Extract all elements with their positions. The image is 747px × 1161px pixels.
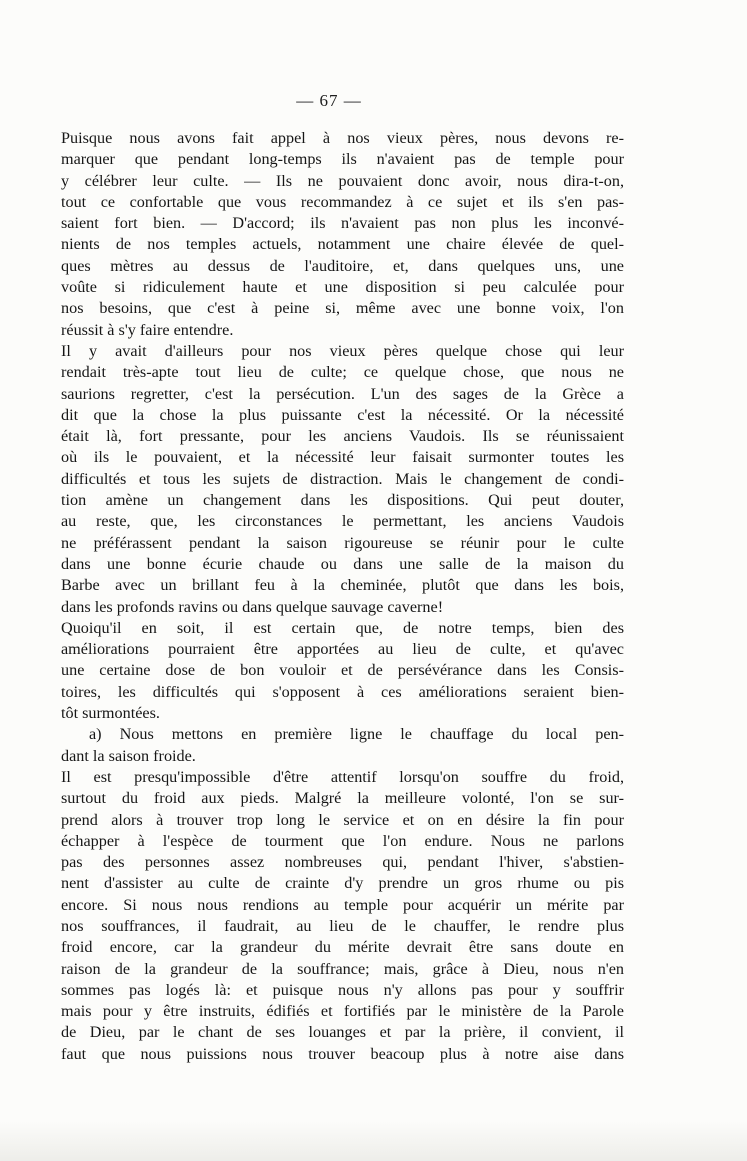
text-line: dans une bonne écurie chaude ou dans une salle de la maison du [61, 554, 624, 573]
text-line: sommes pas logés là: et puisque nous n'y allons pas pour y souffrir [61, 980, 624, 999]
text-line: tout ce confortable que vous recommandez à ce sujet et ils s'en pas- [61, 192, 624, 211]
text-line: encore. Si nous nous rendions au temple pour acquérir un mérite par [61, 895, 624, 914]
text-line: froid encore, car la grandeur du mérite devrait être sans doute en [61, 938, 624, 957]
text-line: Barbe avec un brillant feu à la cheminée, plutôt que dans les bois, [61, 576, 624, 595]
text-line: y célébrer leur culte. — Ils ne pouvaient donc avoir, nous dira-t-on, [61, 171, 624, 190]
text-line: rendait très-apte tout lieu de culte; ce quelque chose, que nous ne [61, 363, 624, 382]
text-line: tôt surmontées. [61, 704, 160, 723]
text-line: échapper à l'espèce de tourment que l'on endure. Nous ne parlons [61, 831, 624, 850]
text-line: était là, fort pressante, pour les anciens Vaudois. Ils se réunissaient [61, 427, 624, 446]
text-line: dant la saison froide. [61, 746, 196, 765]
text-line: toires, les difficultés qui s'opposent à ces améliorations seraient bien- [61, 682, 624, 701]
text-line: saurions regretter, c'est la persécution. L'un des sages de la Grèce a [61, 384, 624, 403]
text-line: où ils le pouvaient, et la nécessité leur faisait surmonter toutes les [61, 448, 624, 467]
text-line: nos besoins, que c'est à peine si, même avec une bonne voix, l'on [61, 299, 624, 318]
scan-edge-shading [0, 1121, 747, 1161]
text-line: prend alors à trouver trop long le service et on en désire la fin pour [61, 810, 624, 829]
text-line: de Dieu, par le chant de ses louanges et par la prière, il convient, il [61, 1023, 624, 1042]
text-line: faut que nous puissions nous trouver beacoup plus à notre aise dans [61, 1044, 624, 1063]
text-line: au reste, que, les circonstances le permettant, les anciens Vaudois [61, 512, 624, 531]
text-line: voûte si ridiculement haute et une disposition si peu calculée pour [61, 278, 624, 297]
text-line: dans les profonds ravins ou dans quelque sauvage caverne! [61, 597, 444, 616]
text-line: pas des personnes assez nombreuses qui, pendant l'hiver, s'abstien- [61, 853, 624, 872]
text-line: marquer que pendant long-temps ils n'avaient pas de temple pour [61, 150, 624, 169]
page-number: — 67 — [296, 91, 362, 110]
text-line: Quoiqu'il en soit, il est certain que, de notre temps, bien des [61, 618, 624, 637]
text-line: améliorations pourraient être apportées au lieu de culte, et qu'avec [61, 640, 624, 659]
text-line: mais pour y être instruits, édifiés et fortifiés par le ministère de la Parole [61, 1002, 624, 1021]
text-line: ne préférassent pendant la saison rigoureuse se réunir pour le culte [61, 533, 624, 552]
text-line: nients de nos temples actuels, notamment une chaire élevée de quel- [61, 235, 624, 254]
text-line: difficultés et tous les sujets de distraction. Mais le changement de condi- [61, 469, 624, 488]
text-line: raison de la grandeur de la souffrance; mais, grâce à Dieu, nous n'en [61, 959, 624, 978]
text-line: nos souffrances, il faudrait, au lieu de le chauffer, le rendre plus [61, 916, 624, 935]
text-line: nent d'assister au culte de crainte d'y prendre un gros rhume ou pis [61, 874, 624, 893]
text-line: Il est presqu'impossible d'être attentif lorsqu'on souffre du froid, [61, 767, 624, 786]
text-line: tion amène un changement dans les dispositions. Qui peut douter, [61, 491, 624, 510]
text-line: Il y avait d'ailleurs pour nos vieux pères quelque chose qui leur [61, 341, 624, 360]
text-line: a) Nous mettons en première ligne le chauffage du local pen- [89, 725, 624, 744]
text-line: Puisque nous avons fait appel à nos vieux pères, nous devons re- [61, 129, 624, 147]
body-text [61, 128, 624, 1065]
text-line: ques mètres au dessus de l'auditoire, et, dans quelques uns, une [61, 256, 624, 275]
text-line: surtout du froid aux pieds. Malgré la meilleure volonté, l'on se sur- [61, 789, 624, 808]
text-line: réussit à s'y faire entendre. [61, 320, 234, 339]
text-line: dit que la chose la plus puissante c'est la nécessité. Or la nécessité [61, 405, 624, 424]
text-line: saient fort bien. — D'accord; ils n'avaient pas non plus les inconvé- [61, 214, 624, 233]
text-line: une certaine dose de bon vouloir et de persévérance dans les Consis- [61, 661, 624, 680]
